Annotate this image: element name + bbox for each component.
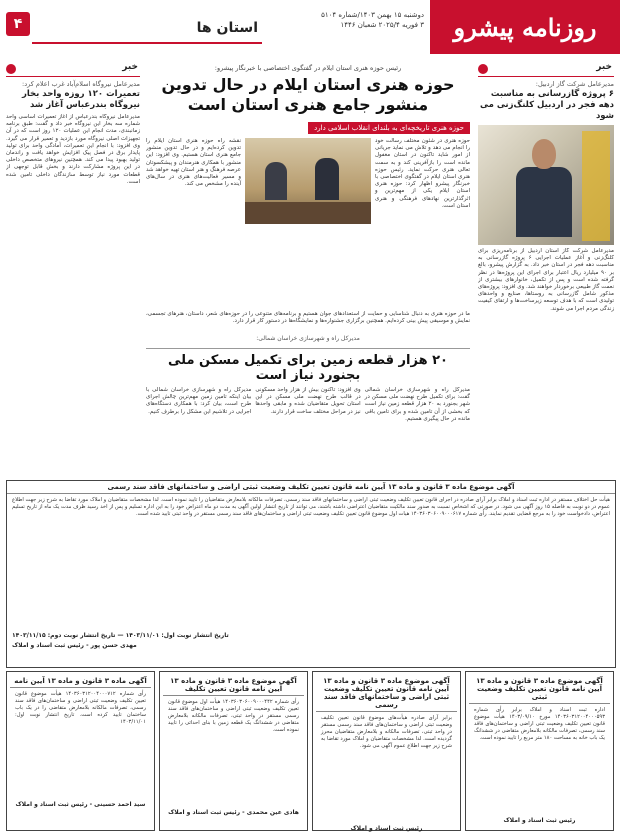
- main-body-3: ما در حوزه هنری به دنبال شناسایی و حمایت از استعدادهای جوان هستیم و برنامه‌های متنوعی را در حوزه‌های شعر، داستان، هنرهای تجسمی، نمایش و موسیقی پیش بینی کرده‌ایم. همچنین برگزاری جشنواره‌ها و نمایشگاه‌ها در دستور کار قرار دارد.: [146, 311, 470, 325]
- section-title: استان ها: [196, 20, 258, 36]
- main-kicker: رئیس حوزه هنری استان ایلام در گفتگوی اختصاصی با خبرنگار پیشرو:: [214, 64, 402, 72]
- second-body-1: مدیرکل راه و شهرسازی خراسان شمالی گفت: برای تکمیل طرح نهضت ملی مسکن در شهر بجنورد به ۲۰ هزار قطعه زمین نیاز است که بخشی از آن تامین شده و برای تامین باقی مانده در حال پیگیری هستیم.: [364, 387, 470, 422]
- logo-text: روزنامه پیشرو: [453, 12, 597, 42]
- main-body-2: نقشه راه حوزه هنری استان ایلام را تدوین کرده‌ایم و در حال تدوین منشور جامع هنری استان هستیم. وی افزود: این منشور با همکاری هنرمندان و پیشکسوتان عرصه فرهنگ و هنر استان تهیه خواهد شد و مسیر فعالیت‌های هنری در سال‌های آینده را مشخص می کند.: [146, 138, 241, 188]
- notice-title: آگهی موضوع ماده ۳ قانون و ماده ۱۳ آیین نامه قانون تعیین تکلیف وضعیت ثبتی: [469, 675, 610, 704]
- main-article: [146, 62, 470, 477]
- issue-date: دوشنبه ۱۵ بهمن ۱۴۰۳/شماره ۵۱۰۴: [321, 11, 424, 19]
- notice-footer: هادی عین محمدی - رئیس ثبت اسناد و املاک: [168, 809, 299, 816]
- page-number: ۴: [6, 12, 30, 36]
- official-photo: [478, 125, 614, 245]
- masthead: [0, 0, 620, 62]
- legal-notice: [465, 671, 614, 831]
- background-banner: [582, 131, 610, 241]
- notice-dates: تاریخ انتشار نوبت اول: ۱۴۰۳/۱۱/۰۱ — تاریخ انتشار نوبت دوم: ۱۴۰۳/۱۱/۱۵: [12, 632, 229, 639]
- bullet-icon: [478, 64, 488, 74]
- section-header: [32, 14, 262, 44]
- notice-title: آگهی موضوع ماده ۳ قانون و ماده ۱۳ آیین نامه قانون تعیین تکلیف: [163, 675, 304, 696]
- article-headline: ۶ پروژه گازرسانی به مناسبت دهه فجر در اردبیل کلنگ‌زنی می شود: [480, 89, 614, 121]
- legal-notices-grid: [6, 671, 614, 831]
- bullet-icon: [6, 64, 16, 74]
- article-body: مدیرعامل نیروگاه بندرعباس از آغاز تعمیرات اساسی واحد شماره سه بخار این نیروگاه خبر داد و گفت: طبق برنامه زمانبندی، مدت انجام این عملیات ۱۲۰ روز است که در آن تجهیزات اصلی نیروگاه مورد بازدید و تعمیر قرار می گیرد. وی افزود: با انجام این تعمیرات، آمادگی واحد برای تولید پایدار برق در فصل پیک افزایش خواهد یافت و راندمان تولید بهبود پیدا می کند. همچنین نیروهای متخصص داخلی در این پروژه مشارکت دارند و بخش قابل توجهی از قطعات مورد نیاز توسط سازندگان داخلی تامین شده است.: [6, 114, 140, 185]
- news-label-text: خبر: [122, 62, 138, 72]
- notice-body: هیأت حل اختلاف مستقر در اداره ثبت اسناد و املاک برابر آرای صادره در اجرای قانون تعیین تکلیف وضعیت ثبتی اراضی و ساختمانهای فاقد سند رسمی، تصرفات مالکانه بلامعارض متقاضیان را تایید نموده است. لذا مشخصات متقاضیان و املاک مورد تقاضا به شرح زیر جهت اطلاع عموم در دو نوبت به فاصله ۱۵ روز آگهی می شود. در صورتی که اشخاص نسبت به صدور سند مالکیت متقاضیان اعتراضی داشته باشند، می توانند از تاریخ انتشار اولین آگهی به مدت دو ماه اعتراض خود را به این اداره تسلیم و پس از اخذ رسید ظرف مدت یک ماه از تاریخ تسلیم اعتراض، دادخواست خود را به مرجع قضایی تقدیم نمایند. رأی شماره ۱۴۰۳۶۰۳۰۶۰۰۹۰۰۰۶۱۷ هیات اول موضوع قانون تعیین تکلیف وضعیت ثبتی اراضی و ساختمان‌های فاقد سند رسمی مستقر در واحد ثبتی تایید شده است.: [12, 497, 610, 517]
- second-body-2: وی افزود: تاکنون بیش از هزار واحد مسکونی در قالب طرح نهضت ملی مسکن در این استان تحویل متقاضیان شده و مابقی واحدها نیز در مراحل مختلف ساخت قرار دارند.: [255, 387, 361, 415]
- article-kicker: مدیرعامل نیروگاه اسلام‌آباد غرب اعلام کرد:: [22, 80, 140, 88]
- legal-notice: [6, 671, 155, 831]
- notice-body: رأی شماره ۱۴۰۳۶۰۳۰۶۰۰۹۰۰۰۴۴۲ هیأت اول موضوع قانون تعیین تکلیف وضعیت ثبتی اراضی و ساختمان‌های فاقد سند رسمی مستقر در واحد ثبتی، تصرفات مالکانه بلامعارض متقاضی در ششدانگ یک قطعه زمین با بنای احداثی را تایید نموده است.: [168, 699, 299, 733]
- main-text-columns: [146, 138, 470, 308]
- article-body: مدیرعامل شرکت گاز استان اردبیل از برنامه‌ریزی برای کلنگ‌زنی و آغاز عملیات اجرایی ۶ پروژه گازرسانی به مناسبت دهه فجر در استان خبر داد. به گزارش پیشرو، بالغ بر ۹۰ میلیارد ریال اعتبار برای اجرای این پروژه‌ها در نظر گرفته شده است و پس از تکمیل، خانوارهای بیشتری از نعمت گاز طبیعی برخوردار خواهند شد. وی افزود: پروژه‌های مذکور شامل گازرسانی به روستاها، صنایع و واحدهای تولیدی است که با هدف توسعه زیرساخت‌ها و ارتقای کیفیت زندگی مردم اجرا می شوند.: [478, 248, 614, 312]
- news-label: [478, 62, 614, 77]
- second-body-3: مدیرکل راه و شهرسازی خراسان شمالی با بیان اینکه تامین زمین مهم‌ترین چالش اجرای طرح است، بیان کرد: با همکاری دستگاه‌های اجرایی در تلاشیم این مشکل را برطرف کنیم.: [146, 387, 252, 415]
- notice-body: برابر آرای صادره هیأت‌های موضوع قانون تعیین تکلیف وضعیت ثبتی اراضی و ساختمان‌های فاقد سند رسمی مستقر در واحد ثبتی، تصرفات مالکانه و بلامعارض متقاضیان محرز گردیده است. لذا مشخصات متقاضیان و املاک مورد تقاضا به شرح زیر جهت اطلاع عموم آگهی می شود.: [321, 715, 452, 749]
- article-headline: تعمیرات ۱۲۰ روزه واحد بخار نیروگاه بندرعباس آغاز شد: [21, 89, 140, 110]
- legal-notice: [312, 671, 461, 831]
- notice-title: آگهی ماده ۳ قانون و ماده ۱۳ آیین نامه: [10, 675, 151, 688]
- notice-footer: سید احمد حسینی - رئیس ثبت اسناد و املاک: [15, 801, 146, 808]
- second-kicker: مدیرکل راه و شهرسازی خراسان شمالی:: [256, 335, 360, 342]
- notice-body: اداره ثبت اسناد و املاک برابر رأی شماره ۱۴۰۳۶۰۳۱۲۰۰۴۰۰۰۵۹۳ مورخ ۱۴۰۳/۰۹/۱۰ هیأت موضوع قانون تعیین تکلیف وضعیت ثبتی اراضی و ساختمان‌های فاقد سند رسمی، تصرفات مالکانه بلامعارض متقاضی در ششدانگ یک باب خانه به مساحت ۱۸۰ متر مربع را تایید نموده است.: [474, 707, 605, 741]
- legal-notice-main: [6, 480, 616, 668]
- person-figure: [516, 139, 572, 235]
- news-label: [6, 62, 140, 77]
- second-text-columns: [146, 387, 470, 477]
- legal-notice: [159, 671, 308, 831]
- meeting-photo: [245, 138, 371, 224]
- notice-signature: مهدی حسن پور - رئیس ثبت اسناد و املاک: [12, 642, 137, 649]
- article-kicker: مدیرعامل شرکت گاز اردبیل:: [535, 80, 614, 88]
- main-headline: حوزه هنری استان ایلام در حال تدوین منشور جامع هنری استان است: [161, 75, 455, 114]
- main-body-1: حوزه هنری در شئون مختلف رسالت خود را انجام می دهد و تلاش می نماید جریانی از امور شاید تاکنون در استان مغفول مانده است را بازآفرینی کند و به سمت تعالی هنری حرکت نماید. رئیس حوزه هنری استان ایلام در گفتگوی اختصاصی با خبرنگار پیشرو اظهار کرد: حوزه هنری استان ایلام یکی از مهم‌ترین و اثرگذارترین نهادهای فرهنگی و هنری استان است.: [375, 138, 470, 209]
- newspaper-logo: [430, 0, 620, 54]
- highlight-strip: حوزه هنری تاریخچه‌ای به بلندای انقلاب اسلامی دارد: [308, 122, 470, 134]
- second-headline: ۲۰ هزار قطعه زمین برای تکمیل مسکن ملی بجنورد نیاز است: [146, 348, 470, 383]
- notice-title: آگهی موضوع ماده ۳ قانون و ماده ۱۳ آیین نامه قانون تعیین تکلیف وضعیت ثبتی اراضی و ساختمانهای فاقد سند رسمی: [316, 675, 457, 712]
- notice-footer: رئیس ثبت اسناد و املاک: [350, 825, 423, 832]
- issue-info: [321, 10, 424, 30]
- notice-title: آگهی موضوع ماده ۳ قانون و ماده ۱۳ آیین نامه قانون تعیین تکلیف وضعیت ثبتی اراضی و ساختمانهای فاقد سند رسمی: [7, 481, 615, 494]
- notice-body: رأی شماره ۱۴۰۳۶۰۳۱۲۰۰۴۰۰۰۷۱۲ هیأت موضوع قانون تعیین تکلیف وضعیت ثبتی اراضی و ساختمان‌های فاقد سند رسمی، تصرفات مالکانه بلامعارض متقاضی را در یک باب ساختمان تایید کرده است. تاریخ انتشار نوبت اول: ۱۴۰۳/۱۱/۰۱: [15, 691, 146, 725]
- news-label-text: خبر: [596, 62, 612, 72]
- issue-date-secondary: ۳ فوریه ۲۰۲۵/۴ شعبان ۱۴۴۶: [340, 21, 424, 29]
- notice-footer: رئیس ثبت اسناد و املاک: [503, 817, 576, 824]
- left-column-news: [6, 62, 140, 494]
